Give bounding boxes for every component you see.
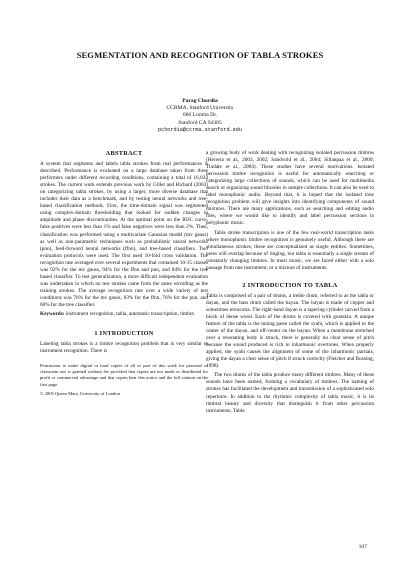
intro-paragraph-2: Tabla stroke transcription is one of the few real-world transcription tasks where monophonic timbre recognition is genuinely useful. Although there are simultaneous strokes, these are conceptualized as single entities. Sometimes, notes will overlap because of ringing, but tabla is essentially a single stream of constantly changing timbres. In most music, we are faced either with a solo passage from one instrument, or a mixture of instruments. [206, 229, 374, 271]
copyright-notice: © 2005 Queen Mary, University of London [40, 390, 120, 396]
tabla-paragraph-2: The two drums of the tabla produce many different timbres. Many of these sounds have been named, forming a vocabulary of timbres. The naming of strokes has facilitated the development and transmission of a sophisticated solo repertoire. In addition to the rhythmic complexity of tabla music, it is its timbral beauty and diversity that distinguish it from other percussion instruments. Tabla [206, 372, 374, 414]
right-column [206, 150, 374, 417]
section-2-heading: 2 INTRODUCTION TO TABLA [242, 281, 338, 289]
abstract-body: A system that segments and labels tabla strokes from real performances is described. Performance is evaluated on a large database taken from three performers under different recording conditions, containing a total of 16,834 strokes. The current work extends previous work by Gillet and Richard (2003) on categorizing tabla strokes, by using a larger, more diverse database that includes their data as a benchmark, and by testing neural networks and tree-based classification methods. First, the time-domain signal was segmented using complex-domain thresholding that looked for sudden changes in amplitude and phase discontinuities. At the optimal point on the ROC curve, false positives were less than 1% and false negatives were less than 2%. Then, classification was performed using a multivariate Gaussian model (mv gauss) as well as non-parametric techniques such as probabilistic neural networks (pnn), feed-forward neural networks (ffnn), and tree-based classifiers. Two evaluation protocols were used. The first used 10-fold cross validation. The recognition rate averaged over several experiments that contained 10-15 classes was 92% for the mv gauss, 94% for the ffnn and pnn, and 84% for the tree based classifier. To test generalization, a more difficult independent evaluation was undertaken in which no test strokes came from the same recording as the training strokes. The average recognition rate over a wide variety of test conditions was 76% for the mv gauss, 83% for the ffnn, 76% for the pnn, and 66% for the tree classifier. [40, 161, 208, 308]
page-number: 107 [358, 544, 367, 550]
section-1-paragraph: Labeling tabla strokes is a timbre recognition problem that is very similar to instrument recognition. There is [40, 341, 208, 355]
section-1-heading: 1 INTRODUCTION [94, 330, 154, 338]
keywords-line [40, 311, 208, 318]
abstract-heading: ABSTRACT [105, 150, 143, 157]
author-address-street: 660 Lomita Dr. [182, 112, 218, 119]
tabla-paragraph-1: Tabla is comprised of a pair of drums, a treble drum, referred to as the tabla or dayan, and the bass drum called the bayan. The bayan is made of copper and sometimes terracotta. The right-hand dayan is a tapering cylinder carved from a block of dense wood. Each of the drums is covered with goatskin. A unique feature of the tabla is the tuning paste called the syahi, which is applied to the center of the dayan, and off-center on the bayan. When a membrane stretched over a resonating body is struck, there is generally no clear sense of pitch because the sound produced is rich in inharmonic overtones. When properly applied, the syahi causes the alignment of some of the inharmonic partials, giving the dayan a clear sense of pitch if struck correctly (Fletcher and Rossing, 1998). [206, 292, 374, 370]
author-name: Parag Chordia [182, 98, 218, 104]
intro-paragraph-continued: a growing body of work dealing with recognizing isolated percussion timbres (Herrera et al., 2003, 2002; Sandvold et al., 2004; Sillanpaa et al., 2000; Tindale et al., 2004). These studies have several motivations. Isolated percussion timbre recognition is useful for automatically searching or categorizing large collections of sounds, which can be used for multimedia search or organizing sound libraries in sample collections. It can also be used to label monophonic audio. Beyond that, it is hoped that the isolated tone recognition problem will give insights into identifying components of sound mixtures. There are many applications, such as searching and editing audio files, where we would like to identify and label percussion sections in polyphonic music. [206, 150, 374, 227]
author-affiliation: CCRMA, Stanford University [166, 105, 234, 112]
author-email: pchordia@ccrma.stanford.edu [157, 126, 243, 133]
permission-footnote: Permission to make digital or hard copies of all or part of this work for personal or classroom use is granted without fee provided that copies are not made or distributed for profit or commercial advantage and that copies bear this notice and the full citation on the first page. [40, 363, 208, 387]
keywords-text: instrument recognition, tabla, automatic transcription, timbre. [64, 311, 196, 318]
author-address-city: Stanford CA 94305 [178, 119, 222, 126]
keywords-label: Keywords: [40, 311, 65, 318]
paper-title: SEGMENTATION AND RECOGNITION OF TABLA STROKES [76, 50, 324, 60]
left-column [40, 150, 208, 397]
author-block [0, 98, 400, 134]
